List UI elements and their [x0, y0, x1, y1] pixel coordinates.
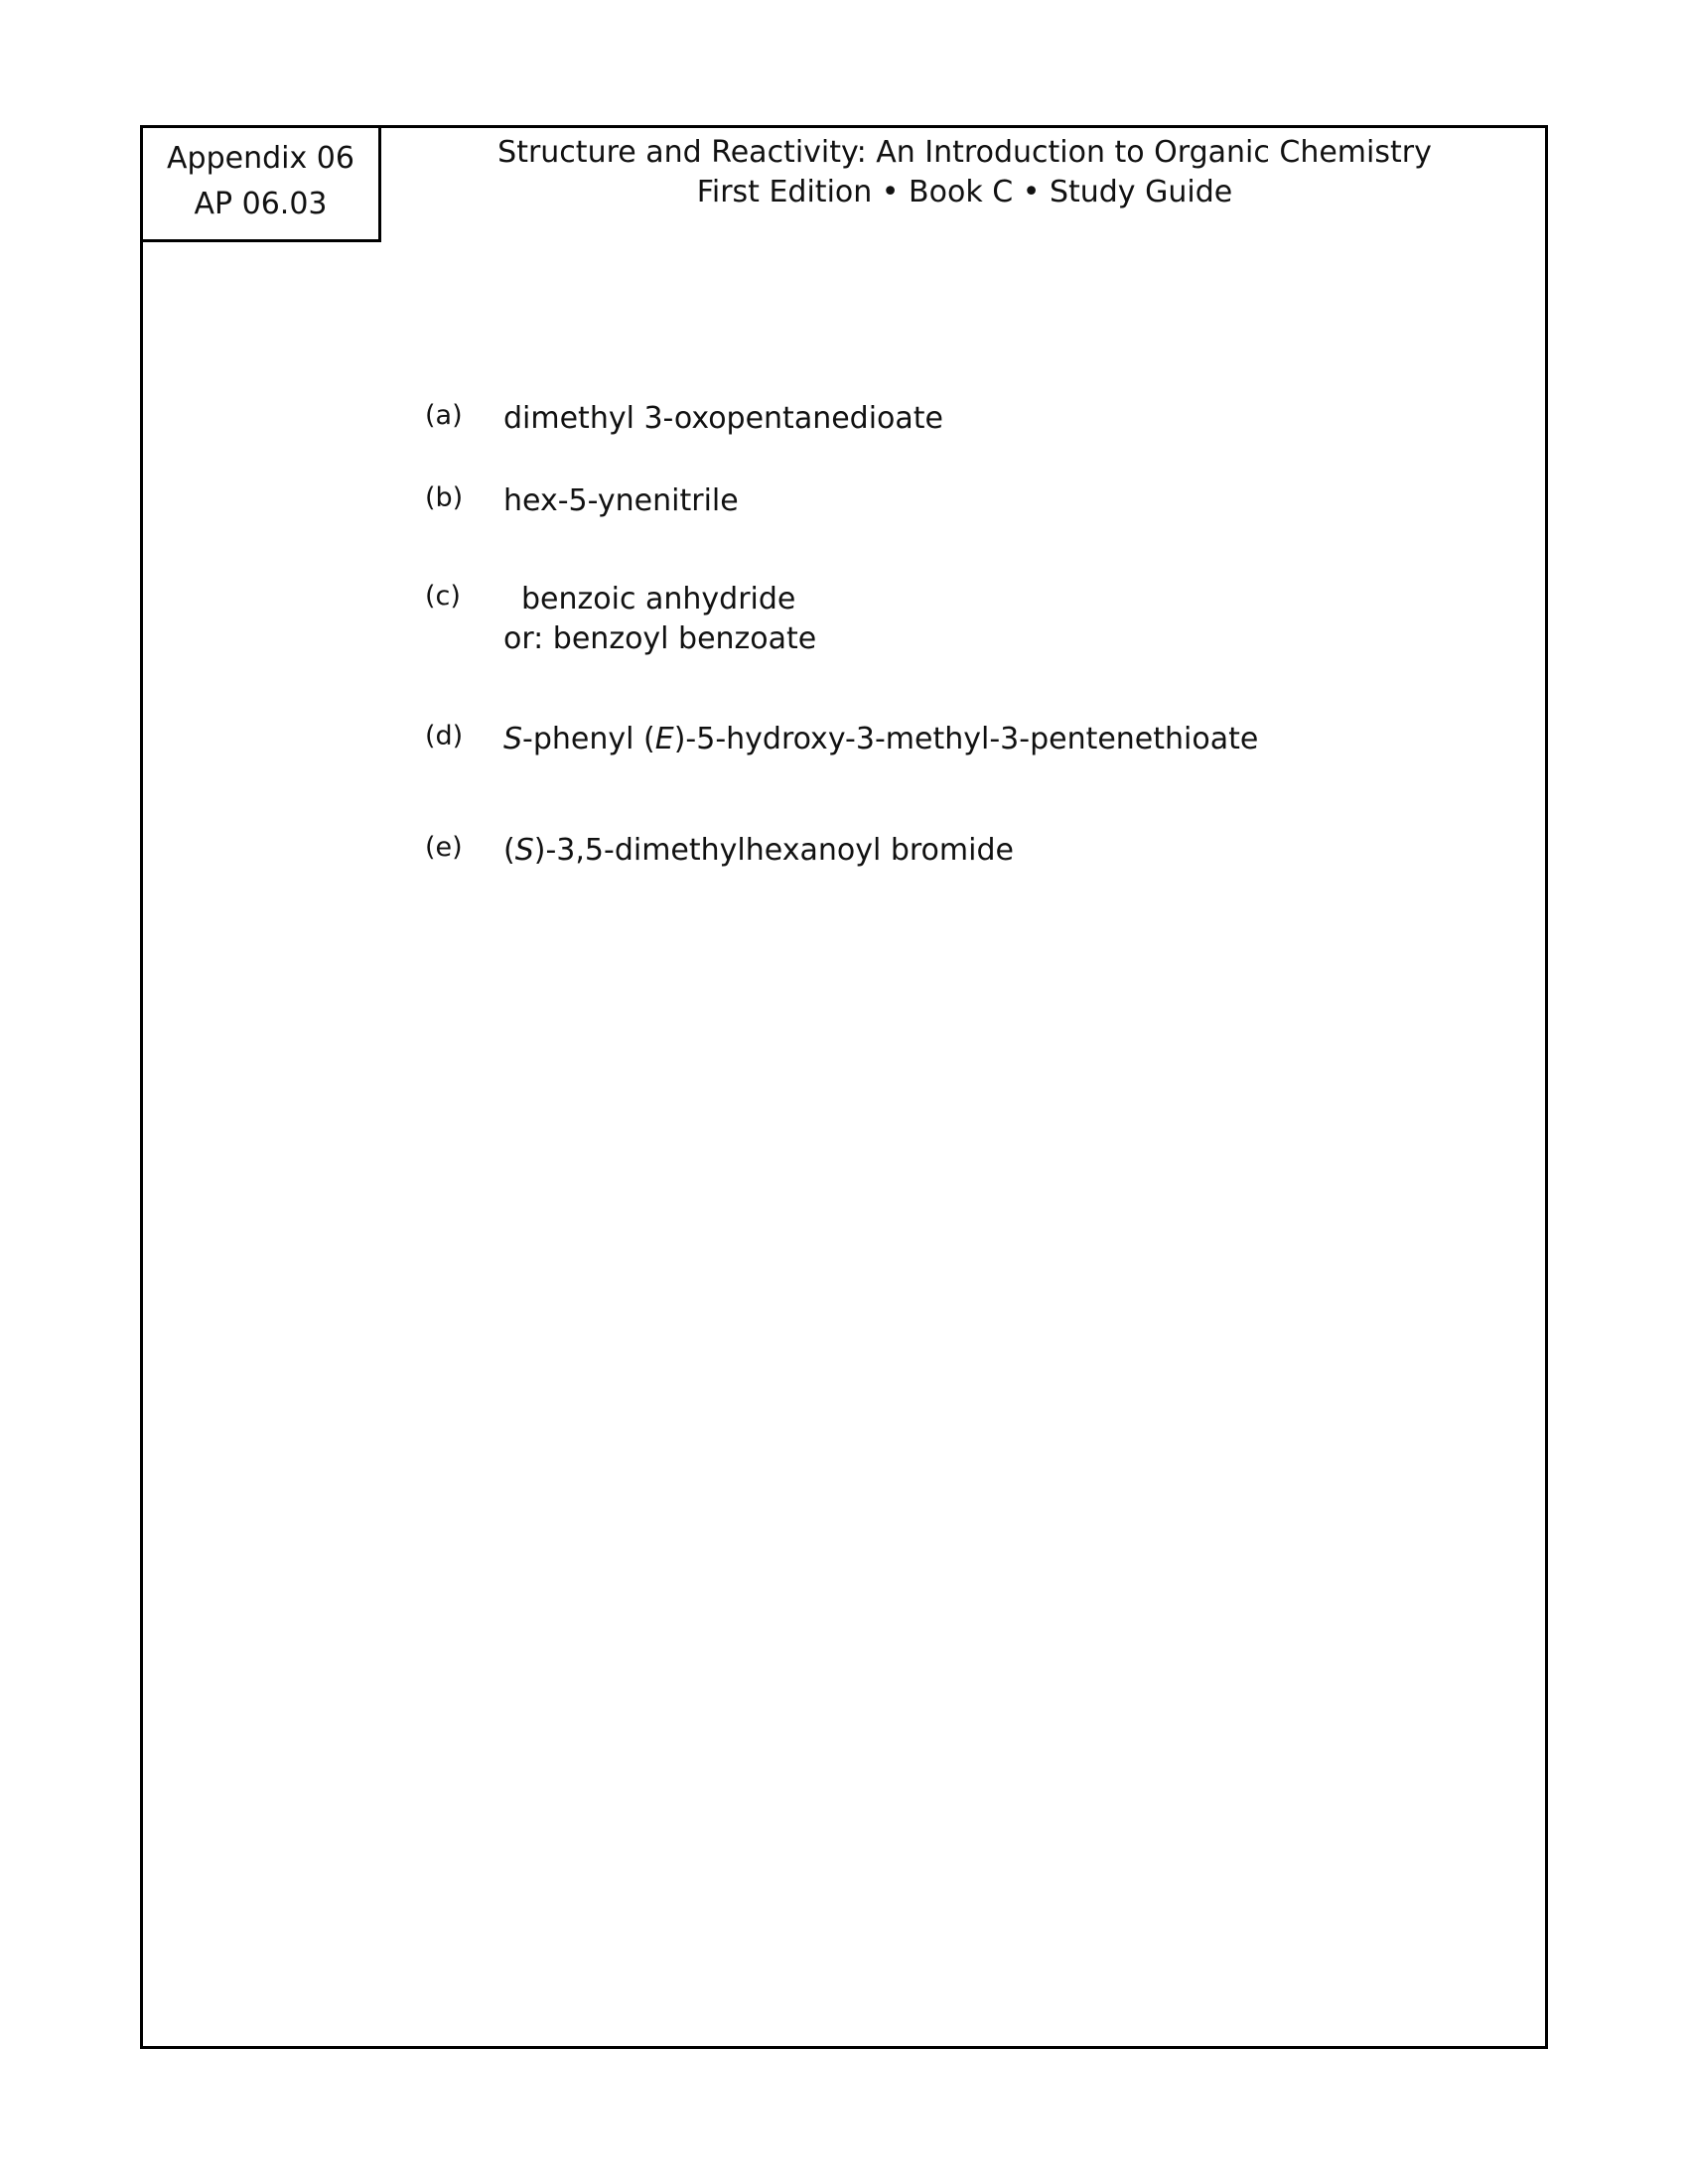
answer-name: benzoic anhydride [521, 582, 796, 616]
answer-name [503, 831, 1014, 871]
name-part: )-5-hydroxy-3-methyl-3-pentenethioate [673, 722, 1259, 756]
appendix-label-box [140, 125, 381, 242]
answer-name [503, 720, 1258, 759]
book-title: Structure and Reactivity: An Introduction to Organic Chemistry [497, 135, 1432, 170]
stereo-descriptor-s: S [503, 722, 523, 756]
book-header [381, 133, 1548, 212]
book-subtitle: First Edition • Book C • Study Guide [696, 175, 1233, 209]
appendix-number: Appendix 06 [167, 141, 354, 176]
answer-letter: (b) [425, 482, 464, 513]
answer-letter: (d) [425, 721, 464, 751]
stereo-descriptor-s: S [514, 833, 534, 868]
answer-name: dimethyl 3-oxopentanedioate [503, 401, 944, 436]
answer-letter: (c) [425, 581, 461, 612]
stereo-descriptor-e: E [654, 722, 674, 756]
answer-alternative-name: or: benzoyl benzoate [503, 621, 817, 656]
name-part: ( [503, 833, 515, 868]
answer-name: hex-5-ynenitrile [503, 483, 739, 518]
name-part: )-3,5-dimethylhexanoyl bromide [533, 833, 1014, 868]
name-part: -phenyl ( [522, 722, 655, 756]
answer-letter: (a) [425, 400, 463, 431]
appendix-code: AP 06.03 [194, 187, 328, 221]
answer-letter: (e) [425, 832, 463, 863]
